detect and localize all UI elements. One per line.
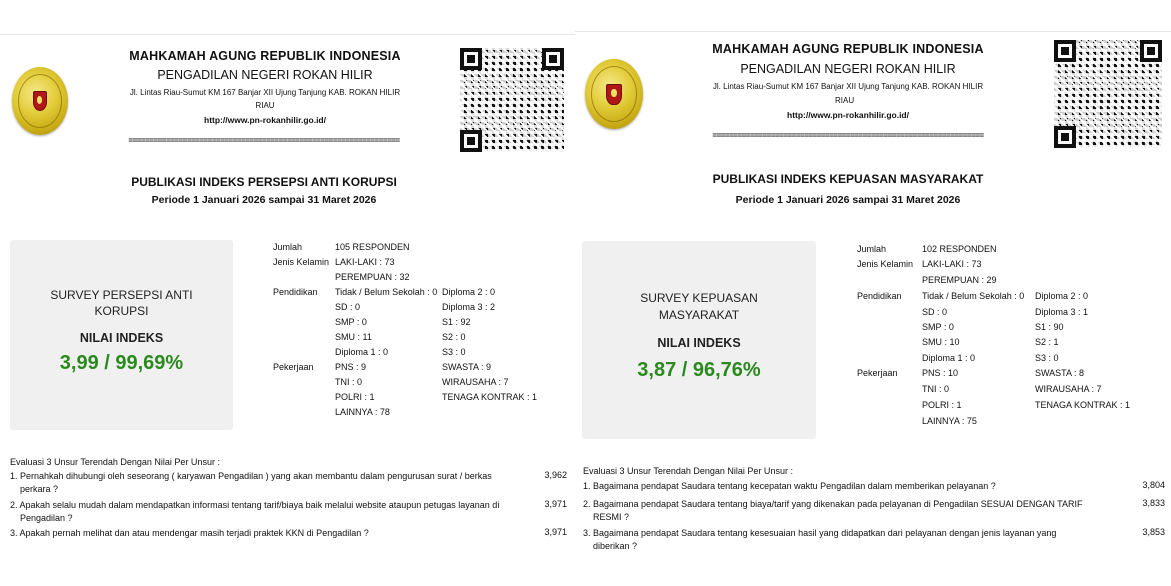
survey-label-line2: KORUPSI — [94, 304, 149, 318]
pekerjaan-item: TENAGA KONTRAK : 1 — [1035, 400, 1131, 410]
header-institution: MAHKAMAH AGUNG REPUBLIK INDONESIA — [712, 42, 984, 56]
nilai-indeks-value: 3,99 / 99,69% — [59, 352, 184, 374]
jumlah-value: 105 RESPONDEN — [335, 242, 410, 252]
pekerjaan-item: PNS : 10 — [922, 368, 959, 378]
panel-top-border — [0, 34, 575, 35]
laki-laki-count: LAKI-LAKI : 73 — [922, 259, 982, 269]
survey-label-line1: SURVEY PERSEPSI ANTI — [50, 288, 193, 302]
pekerjaan-item: TNI : 0 — [922, 384, 950, 394]
pendidikan-item: SD : 0 — [922, 307, 948, 317]
evaluation-heading: Evaluasi 3 Unsur Terendah Dengan Nilai Per Unsur : — [10, 457, 220, 467]
pekerjaan-item: WIRAUSAHA : 7 — [442, 377, 509, 387]
pekerjaan-item: POLRI : 1 — [335, 392, 375, 402]
pendidikan-item: S2 : 1 — [1035, 337, 1059, 347]
evaluation-score: 3,971 — [544, 527, 567, 537]
index-summary-box — [582, 241, 816, 439]
pekerjaan-item: SWASTA : 8 — [1035, 368, 1085, 378]
evaluation-score: 3,833 — [1142, 498, 1165, 508]
evaluation-text-cont: RESMI ? — [593, 511, 630, 522]
pendidikan-item: Diploma 3 : 1 — [1035, 307, 1089, 317]
evaluation-text-cont: diberikan ? — [593, 540, 638, 551]
nilai-indeks-label: NILAI INDEKS — [79, 331, 164, 345]
evaluation-text: 1. Pernahkah dihubungi oleh seseorang ( karyawan Pengadilan ) yang akan membantu dalam pengurusan surat / berkas — [10, 471, 492, 481]
header-divider: ================================================================= — [712, 131, 984, 140]
header-court-name: PENGADILAN NEGERI ROKAN HILIR — [157, 68, 373, 82]
pendidikan-item: Diploma 1 : 0 — [335, 347, 389, 357]
evaluation-text: 2. Apakah selalu mudah dalam mendapatkan informasi tentang tarif/biaya baik melalui website ataupun petugas layanan di — [10, 500, 500, 510]
pendidikan-item: SMU : 10 — [922, 337, 960, 347]
pendidikan-item: SMP : 0 — [922, 322, 954, 332]
pendidikan-item: Diploma 1 : 0 — [922, 353, 976, 363]
publication-period: Periode 1 Januari 2026 sampai 31 Maret 2026 — [735, 194, 961, 206]
pendidikan-item: S1 : 90 — [1035, 322, 1064, 332]
pekerjaan-item: SWASTA : 9 — [442, 362, 492, 372]
pendidikan-item: Diploma 2 : 0 — [442, 287, 496, 297]
pendidikan-item: Tidak / Belum Sekolah : 0 — [922, 291, 1025, 301]
evaluation-heading: Evaluasi 3 Unsur Terendah Dengan Nilai Per Unsur : — [583, 466, 793, 476]
nilai-indeks-value: 3,87 / 96,76% — [637, 359, 761, 381]
nilai-indeks-label: NILAI INDEKS — [657, 336, 741, 350]
evaluation-text-cont: perkara ? — [20, 483, 59, 494]
header-website-link[interactable]: http://www.pn-rokanhilir.go.id/ — [204, 115, 326, 125]
evaluation-item — [10, 499, 530, 524]
publication-period: Periode 1 Januari 2026 sampai 31 Maret 2026 — [151, 194, 377, 206]
perempuan-count: PEREMPUAN : 29 — [922, 275, 997, 285]
index-summary-box — [10, 240, 233, 430]
survey-label-line2: MASYARAKAT — [658, 308, 740, 322]
evaluation-text: 2. Bagaimana pendapat Saudara tentang biaya/tarif yang dikenakan pada pelayanan di Pengadilan SESUAI DENGAN TARIF — [583, 499, 1083, 509]
evaluation-score: 3,971 — [544, 499, 567, 509]
right-publication-panel — [575, 0, 1171, 586]
evaluation-item — [583, 527, 1128, 552]
evaluation-text-cont: Pengadilan ? — [20, 512, 73, 523]
pendidikan-item: S2 : 0 — [442, 332, 466, 342]
evaluation-item — [10, 470, 530, 495]
pekerjaan-item: TNI : 0 — [335, 377, 363, 387]
pendidikan-item: Diploma 2 : 0 — [1035, 291, 1089, 301]
qr-code — [1054, 40, 1162, 148]
pendidikan-item: SMU : 11 — [335, 332, 372, 342]
pendidikan-item: Diploma 3 : 2 — [442, 302, 496, 312]
evaluation-item — [10, 527, 530, 540]
jumlah-value: 102 RESPONDEN — [922, 244, 997, 254]
header-address-line1: Jl. Lintas Riau-Sumut KM 167 Banjar XII Ujung Tanjung KAB. ROKAN HILIR — [129, 88, 401, 97]
pendidikan-item: S3 : 0 — [442, 347, 466, 357]
pendidikan-item: S3 : 0 — [1035, 353, 1059, 363]
evaluation-text: 3. Apakah pernah melihat dan atau mendengar masih terjadi praktek KKN di Pengadilan ? — [10, 528, 369, 538]
evaluation-text: 3. Bagaimana pendapat Saudara tentang kesesuaian hasil yang didapatkan dari pelayanan dengan jenis layanan yang — [583, 528, 1057, 538]
pekerjaan-item: LAINNYA : 78 — [335, 407, 390, 417]
evaluation-item — [583, 498, 1128, 523]
qr-code — [460, 48, 564, 152]
evaluation-score: 3,962 — [544, 470, 567, 480]
header-institution: MAHKAMAH AGUNG REPUBLIK INDONESIA — [129, 49, 401, 63]
publication-title: PUBLIKASI INDEKS KEPUASAN MASYARAKAT — [712, 172, 984, 186]
pekerjaan-label: Pekerjaan — [857, 368, 898, 378]
pendidikan-label: Pendidikan — [273, 287, 318, 297]
pekerjaan-item: PNS : 9 — [335, 362, 367, 372]
court-seal-logo — [12, 67, 68, 135]
jenis-kelamin-label: Jenis Kelamin — [857, 259, 914, 269]
pendidikan-item: SMP : 0 — [335, 317, 367, 327]
header-address-line2: RIAU — [835, 96, 855, 105]
survey-label-line1: SURVEY KEPUASAN — [640, 291, 758, 305]
evaluation-score: 3,853 — [1142, 527, 1165, 537]
header-address-line2: RIAU — [255, 101, 275, 110]
panel-top-border — [575, 31, 1171, 32]
evaluation-score: 3,804 — [1142, 480, 1165, 490]
pendidikan-item: Tidak / Belum Sekolah : 0 — [335, 287, 438, 297]
header-divider: ================================================================= — [128, 136, 400, 145]
pendidikan-label: Pendidikan — [857, 291, 902, 301]
jumlah-label: Jumlah — [273, 242, 303, 252]
court-seal-logo — [585, 59, 643, 129]
pendidikan-item: S1 : 92 — [442, 317, 471, 327]
left-publication-panel — [0, 0, 575, 586]
pekerjaan-label: Pekerjaan — [273, 362, 314, 372]
evaluation-item — [583, 480, 1128, 493]
laki-laki-count: LAKI-LAKI : 73 — [335, 257, 395, 267]
pekerjaan-item: TENAGA KONTRAK : 1 — [442, 392, 538, 402]
header-website-link[interactable]: http://www.pn-rokanhilir.go.id/ — [787, 110, 909, 120]
pendidikan-item: SD : 0 — [335, 302, 361, 312]
jumlah-label: Jumlah — [857, 244, 887, 254]
perempuan-count: PEREMPUAN : 32 — [335, 272, 410, 282]
pekerjaan-item: WIRAUSAHA : 7 — [1035, 384, 1102, 394]
header-court-name: PENGADILAN NEGERI ROKAN HILIR — [740, 62, 956, 76]
jenis-kelamin-label: Jenis Kelamin — [273, 257, 330, 267]
header-address-line1: Jl. Lintas Riau-Sumut KM 167 Banjar XII Ujung Tanjung KAB. ROKAN HILIR — [712, 82, 984, 91]
pekerjaan-item: POLRI : 1 — [922, 400, 962, 410]
evaluation-text: 1. Bagaimana pendapat Saudara tentang kecepatan waktu Pengadilan dalam memberikan pelayanan ? — [583, 481, 996, 491]
publication-title: PUBLIKASI INDEKS PERSEPSI ANTI KORUPSI — [131, 175, 397, 189]
pekerjaan-item: LAINNYA : 75 — [922, 416, 977, 426]
